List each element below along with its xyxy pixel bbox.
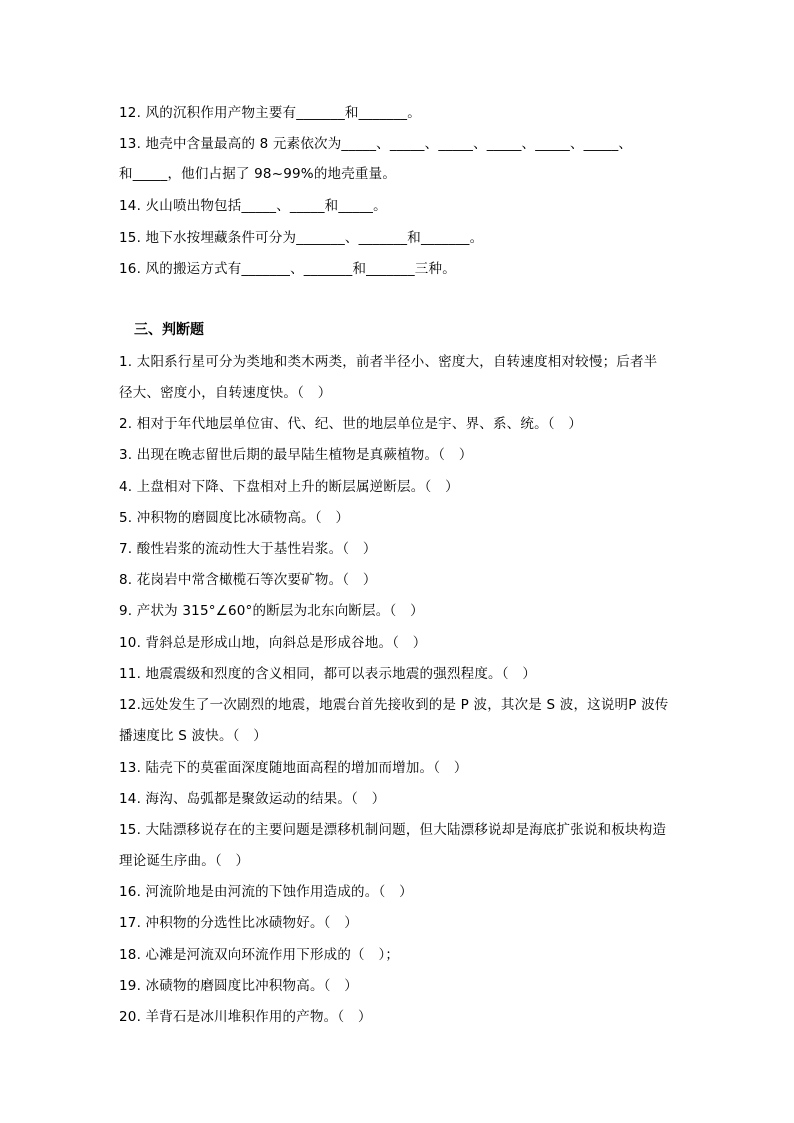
tf-15-cont: 理论诞生序曲。（ ） (119, 853, 250, 869)
tf-13: 13. 陆壳下的莫霍面深度随地面高程的增加而增加。（ ） (119, 760, 468, 776)
tf-5: 5. 冲积物的磨圆度比冰碛物高。（ ） (119, 510, 350, 526)
tf-20: 20. 羊背石是冰川堆积作用的产物。（ ） (119, 1009, 372, 1025)
section-title: 三、判断题 (134, 322, 204, 338)
tf-11: 11. 地震震级和烈度的含义相同，都可以表示地震的强烈程度。（ ） (119, 666, 537, 682)
tf-12-cont: 播速度比 S 波快。（ ） (119, 728, 268, 744)
tf-1-cont: 径大、密度小，自转速度快。（ ） (119, 385, 332, 401)
question-15: 15. 地下水按埋藏条件可分为_______、_______和_______。 (119, 230, 484, 246)
question-13-cont: 和_____，他们占据了 98~99%的地壳重量。 (119, 166, 397, 182)
question-13: 13. 地壳中含量最高的 8 元素依次为_____、_____、_____、_____、_____、_____、 (119, 136, 633, 152)
tf-14: 14. 海沟、岛弧都是聚敛运动的结果。（ ） (119, 791, 386, 807)
tf-1: 1. 太阳系行星可分为类地和类木两类，前者半径小、密度大，自转速度相对较慢；后者半 (119, 354, 658, 370)
question-14: 14. 火山喷出物包括_____、_____和_____。 (119, 198, 387, 214)
tf-10: 10. 背斜总是形成山地，向斜总是形成谷地。（ ） (119, 635, 427, 651)
tf-18: 18. 心滩是河流双向环流作用下形成的（ ）； (119, 947, 400, 963)
question-16: 16. 风的搬运方式有_______、_______和_______三种。 (119, 261, 456, 277)
tf-19: 19. 冰碛物的磨圆度比冲积物高。（ ） (119, 978, 359, 994)
tf-3: 3. 出现在晚志留世后期的最早陆生植物是真蕨植物。（ ） (119, 447, 473, 463)
question-12: 12. 风的沉积作用产物主要有_______和_______。 (119, 105, 421, 121)
tf-7: 7. 酸性岩浆的流动性大于基性岩浆。（ ） (119, 541, 377, 557)
tf-15: 15. 大陆漂移说存在的主要问题是漂移机制问题，但大陆漂移说却是海底扩张说和板块构造 (119, 822, 667, 838)
tf-4: 4. 上盘相对下降、下盘相对上升的断层属逆断层。（ ） (119, 479, 459, 495)
tf-8: 8. 花岗岩中常含橄榄石等次要矿物。（ ） (119, 572, 377, 588)
tf-2: 2. 相对于年代地层单位宙、代、纪、世的地层单位是宇、界、系、统。（ ） (119, 416, 583, 432)
tf-17: 17. 冲积物的分选性比冰碛物好。（ ） (119, 915, 359, 931)
tf-16: 16. 河流阶地是由河流的下蚀作用造成的。（ ） (119, 884, 413, 900)
tf-9: 9. 产状为 315°∠60°的断层为北东向断层。（ ） (119, 603, 424, 619)
tf-12: 12.远处发生了一次剧烈的地震，地震台首先接收到的是 P 波，其次是 S 波，这说明P 波传 (119, 697, 669, 713)
